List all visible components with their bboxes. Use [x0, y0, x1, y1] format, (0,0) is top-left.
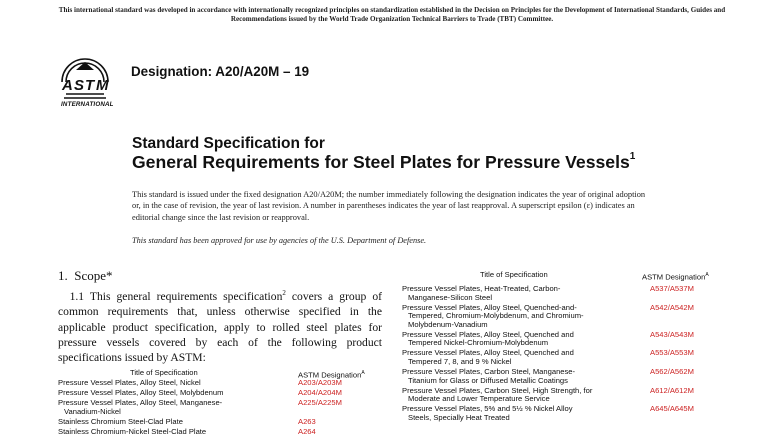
title-line-1: Standard Specification for: [132, 135, 325, 152]
col-header-title: Title of Specification: [130, 368, 198, 377]
designation-link[interactable]: A562/A562M: [650, 367, 694, 376]
spec-title: Pressure Vessel Plates, Carbon Steel, High Strength, for Moderate and Lower Temperature Service: [402, 385, 593, 404]
spec-title: Stainless Chromium Steel-Clad Plate: [58, 416, 183, 426]
designation-link[interactable]: A612/A612M: [650, 385, 694, 395]
designation-link[interactable]: A264: [298, 426, 316, 436]
spec-title: Pressure Vessel Plates, Alloy Steel, Nickel: [58, 378, 201, 387]
spec-title: Pressure Vessel Plates, Alloy Steel, Manganese- Vanadium-Nickel: [58, 398, 223, 416]
designation-link[interactable]: A543/A543M: [650, 329, 694, 339]
intro-paragraph: This standard is issued under the fixed designation A20/A20M; the number immediately following the designation indicates the year of original adoption or, in the case of revision, the year of last revision. A number in parentheses indicates the year of last reapproval. A superscript epsilon (ε) indicates an editorial change since the last revision or reapproval.: [132, 190, 646, 222]
title-line-2: [132, 152, 635, 173]
designation-link[interactable]: A645/A645M: [650, 404, 694, 414]
designation-link[interactable]: A537/A537M: [650, 284, 694, 293]
spec-title: Pressure Vessel Plates, Alloy Steel, Molybdenum: [58, 388, 224, 397]
svg-text:A: A: [62, 77, 73, 94]
designation-link[interactable]: A553/A553M: [650, 348, 694, 358]
international-standard-notice: This international standard was developed in accordance with internationally recognized principles on standardization established in the Decision on Principles for the Development of International Standards, Guides and Recommendations issued by the World Trade Organization Technical Barriers to Trade (TBT) Committee.: [58, 6, 726, 23]
dod-approval-note: This standard has been approved for use by agencies of the U.S. Department of Defense.: [132, 236, 427, 245]
col-header-designation: ASTM Designation$^A$: [642, 272, 709, 282]
spec-title: Pressure Vessel Plates, Alloy Steel, Quenched and Tempered 7, 8, and 9 % Nickel: [402, 348, 574, 366]
para-number: 1.1: [69, 289, 85, 303]
scope-text-2: covers a group of common requirements that, unless otherwise specified in the applicable product specification, apply to rolled steel plates for pressure vessels covered by each of the following product specifications issued by ASTM:: [58, 289, 382, 365]
scope-paragraph: [58, 286, 382, 366]
spec-title: Pressure Vessel Plates, Heat-Treated, Carbon- Manganese-Silicon Steel: [402, 284, 561, 302]
designation-link[interactable]: A225/A225M: [298, 398, 342, 407]
title-text: General Requirements for Steel Plates for Pressure Vessels: [132, 152, 630, 172]
spec-title: Pressure Vessel Plates, 5% and 5½ % Nickel Alloy Steels, Specially Heat Treated: [402, 404, 573, 422]
designation-link[interactable]: A542/A542M: [650, 302, 694, 312]
designation-link[interactable]: A263: [298, 416, 316, 426]
col-header-designation: ASTM Designation$^A$: [298, 370, 365, 380]
svg-text:S: S: [74, 77, 85, 94]
title-footnote-link[interactable]: 1: [629, 151, 636, 163]
svg-text:T: T: [85, 77, 95, 94]
designation-link[interactable]: A203/A203M: [298, 378, 342, 387]
designation-link[interactable]: A204/A204M: [298, 388, 342, 397]
spec-title: Pressure Vessel Plates, Carbon Steel, Manganese- Titanium for Glass or Diffused Metallic Coatings: [402, 367, 576, 385]
footnote-2-link[interactable]: 2: [282, 289, 286, 297]
spec-title: Pressure Vessel Plates, Alloy Steel, Quenched-and- Tempered, Chromium-Molybdenum, and Chromium- Molybdenum-Vanadium: [402, 302, 584, 329]
spec-title: Stainless Chromium-Nickel Steel-Clad Plate: [58, 426, 207, 436]
col-header-title: Title of Specification: [480, 270, 548, 279]
svg-text:M: M: [96, 77, 109, 94]
spec-title: Pressure Vessel Plates, Alloy Steel, Quenched and Tempered Nickel-Chromium-Molybdenum: [402, 329, 574, 348]
scope-text-1: This general requirements specification: [89, 289, 283, 303]
logo-subtext: INTERNATIONAL: [61, 101, 114, 108]
section-heading-scope: 1. Scope*: [58, 268, 113, 283]
designation: Designation: A20/A20M – 19: [131, 64, 310, 79]
